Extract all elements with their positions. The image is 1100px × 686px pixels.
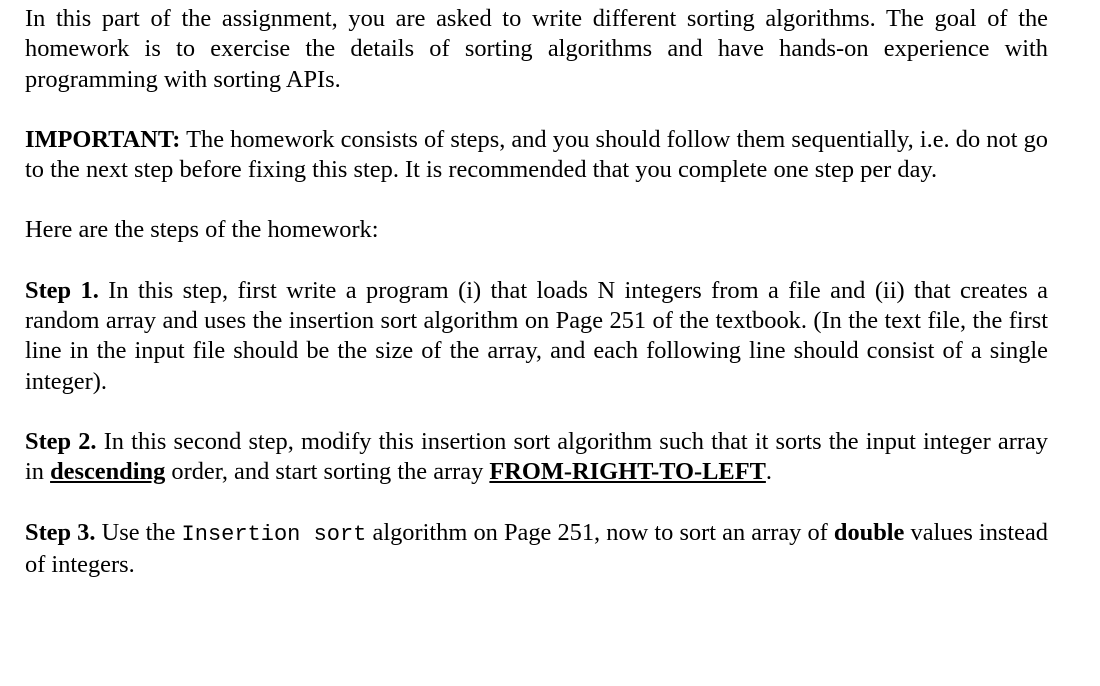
- descending-emphasis: descending: [50, 458, 166, 486]
- step-1-text: In this step, first write a program (i) that loads N integers from a file and (ii) that creates a random array and uses the insertion sort algorithm on Page 251 of the textbook. (In the text file, the first line in the input file should be the size of the array, and each following line should consist of a single integer).: [25, 276, 1048, 395]
- step-3-text-b: algorithm on Page 251, now to sort an array of: [366, 518, 834, 546]
- intro-text: In this part of the assignment, you are asked to write different sorting algorithms. The goal of the homework is to exercise the details of sorting algorithms and have hands-on experience with programming with sorting APIs.: [25, 5, 1048, 93]
- step-1-label: Step 1.: [25, 276, 99, 304]
- important-label: IMPORTANT:: [25, 125, 181, 153]
- step-1-paragraph: [25, 276, 1048, 397]
- step-2-text-c: .: [765, 458, 772, 486]
- intro-paragraph: [25, 4, 1048, 95]
- steps-intro-text: Here are the steps of the homework:: [25, 216, 379, 244]
- step-2-text-b: order, and start sorting the array: [165, 458, 490, 486]
- step-3-label: Step 3.: [25, 518, 96, 546]
- steps-intro: [25, 215, 1048, 245]
- step-2-paragraph: [25, 427, 1048, 488]
- important-paragraph: [25, 125, 1048, 186]
- step-2-label: Step 2.: [25, 427, 97, 455]
- important-text: The homework consists of steps, and you should follow them sequentially, i.e. do not go to the next step before fixing this step. It is recommended that you complete one step per day.: [25, 125, 1048, 184]
- right-to-left-emphasis: FROM-RIGHT-TO-LEFT: [489, 458, 766, 486]
- double-emphasis: double: [833, 518, 905, 546]
- insertion-sort-code: Insertion sort: [181, 521, 367, 547]
- step-2-text-a: In this second step, modify this insertion sort algorithm such that it sorts the input integer array in: [25, 427, 1049, 486]
- assignment-document: [25, 4, 1048, 580]
- step-3-paragraph: [25, 518, 1048, 581]
- step-3-text-a: Use the: [95, 518, 182, 546]
- step-3-text-c: values instead of integers.: [25, 518, 1049, 578]
